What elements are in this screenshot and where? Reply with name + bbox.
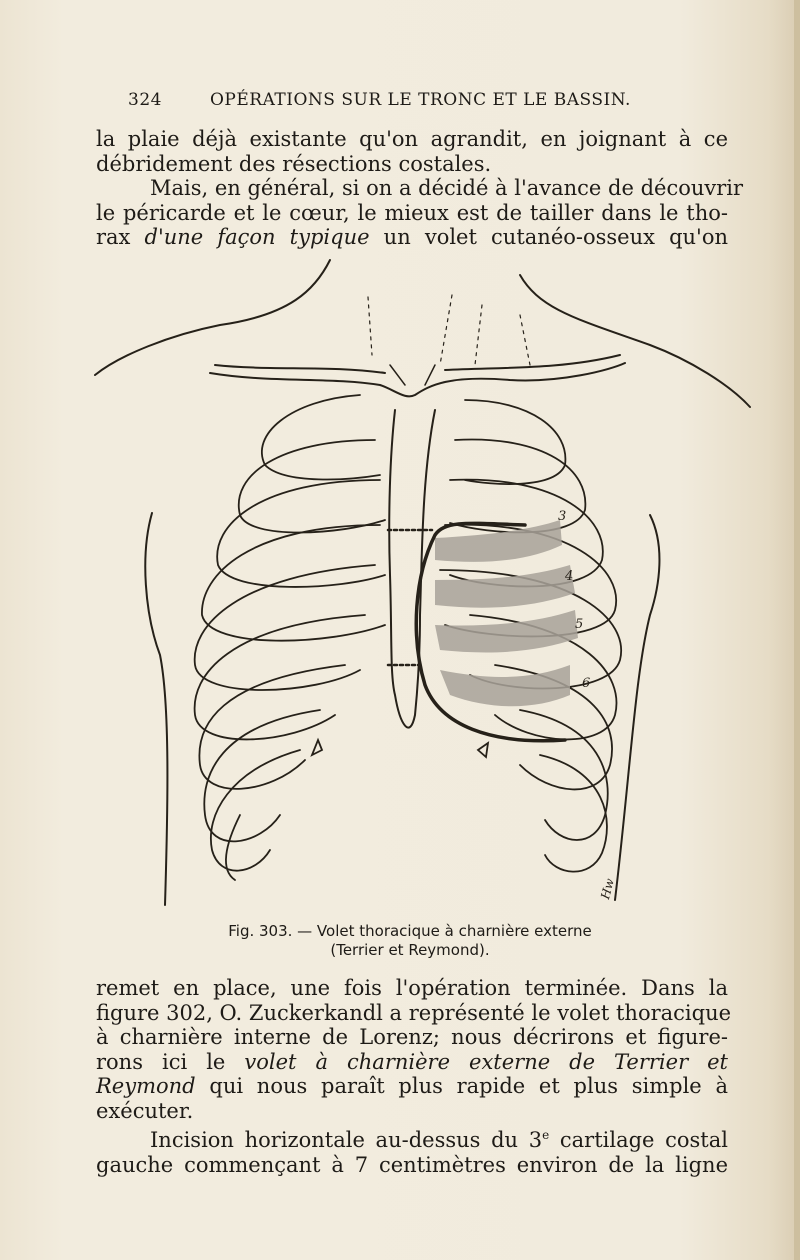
rib-label-4: 4: [565, 569, 574, 584]
text-line: le péricarde et le cœur, le mieux est de tailler dans le tho-: [96, 200, 728, 225]
text-line: remet en place, une fois l'opération terminée. Dans la: [96, 976, 728, 1000]
italic-phrase: Reymond: [96, 1074, 196, 1098]
sternum: [389, 410, 435, 728]
italic-phrase: d'une façon typique: [144, 225, 370, 249]
figure-caption: [170, 922, 650, 960]
italic-phrase: volet à charnière externe de Terrier et: [244, 1049, 728, 1074]
rib-label-5: 5: [575, 617, 584, 632]
superscript: e: [542, 1128, 550, 1142]
text-line: exécuter.: [96, 1098, 194, 1123]
caption-line: Fig. 303. — Volet thoracique à charnière externe: [228, 922, 592, 940]
page-number: 324: [128, 90, 162, 110]
paragraph-top: [96, 127, 744, 250]
artist-signature: Hw: [598, 876, 617, 901]
text-line: à charnière interne de Lorenz; nous décrirons et figure-: [96, 1025, 728, 1049]
text-line: gauche commençant à 7 centimètres environ de la ligne: [96, 1152, 728, 1177]
running-title: OPÉRATIONS SUR LE TRONC ET LE BASSIN.: [210, 90, 631, 110]
text-span: rax: [96, 225, 145, 249]
text-line: [96, 1050, 728, 1075]
text-line: [96, 1123, 728, 1153]
rib-label-3: 3: [558, 509, 567, 524]
text-span: un volet cutanéo-osseux qu'on: [369, 225, 729, 249]
text-line: débridement des résections costales.: [96, 151, 492, 176]
text-span: rons ici le: [96, 1049, 245, 1074]
text-line: figure 302, O. Zuckerkandl a représenté le volet thoracique: [96, 1000, 732, 1025]
clavicles: [210, 355, 625, 396]
right-ribs: [195, 395, 385, 880]
text-line: [96, 1074, 728, 1099]
text-span: cartilage costal: [549, 1128, 728, 1152]
text-line: [96, 225, 728, 250]
text-line: la plaie déjà existante qu'on agrandit, en joignant à ce: [96, 127, 728, 151]
rib-label-6: 6: [582, 676, 591, 691]
page-edge: [794, 0, 800, 1260]
hinge-dots: [388, 530, 432, 665]
text-span: Incision horizontale au-dessus du 3: [150, 1128, 543, 1152]
neck-shoulders: [95, 260, 750, 407]
paragraph-bottom: [96, 976, 732, 1177]
text-span: qui nous paraît plus rapide et plus simple à: [195, 1074, 728, 1098]
caption-line: (Terrier et Reymond).: [330, 941, 490, 959]
text-line: Mais, en général, si on a décidé à l'avance de découvrir: [150, 176, 744, 200]
thorax-figure: [90, 255, 755, 915]
flap-shading: [435, 520, 578, 706]
